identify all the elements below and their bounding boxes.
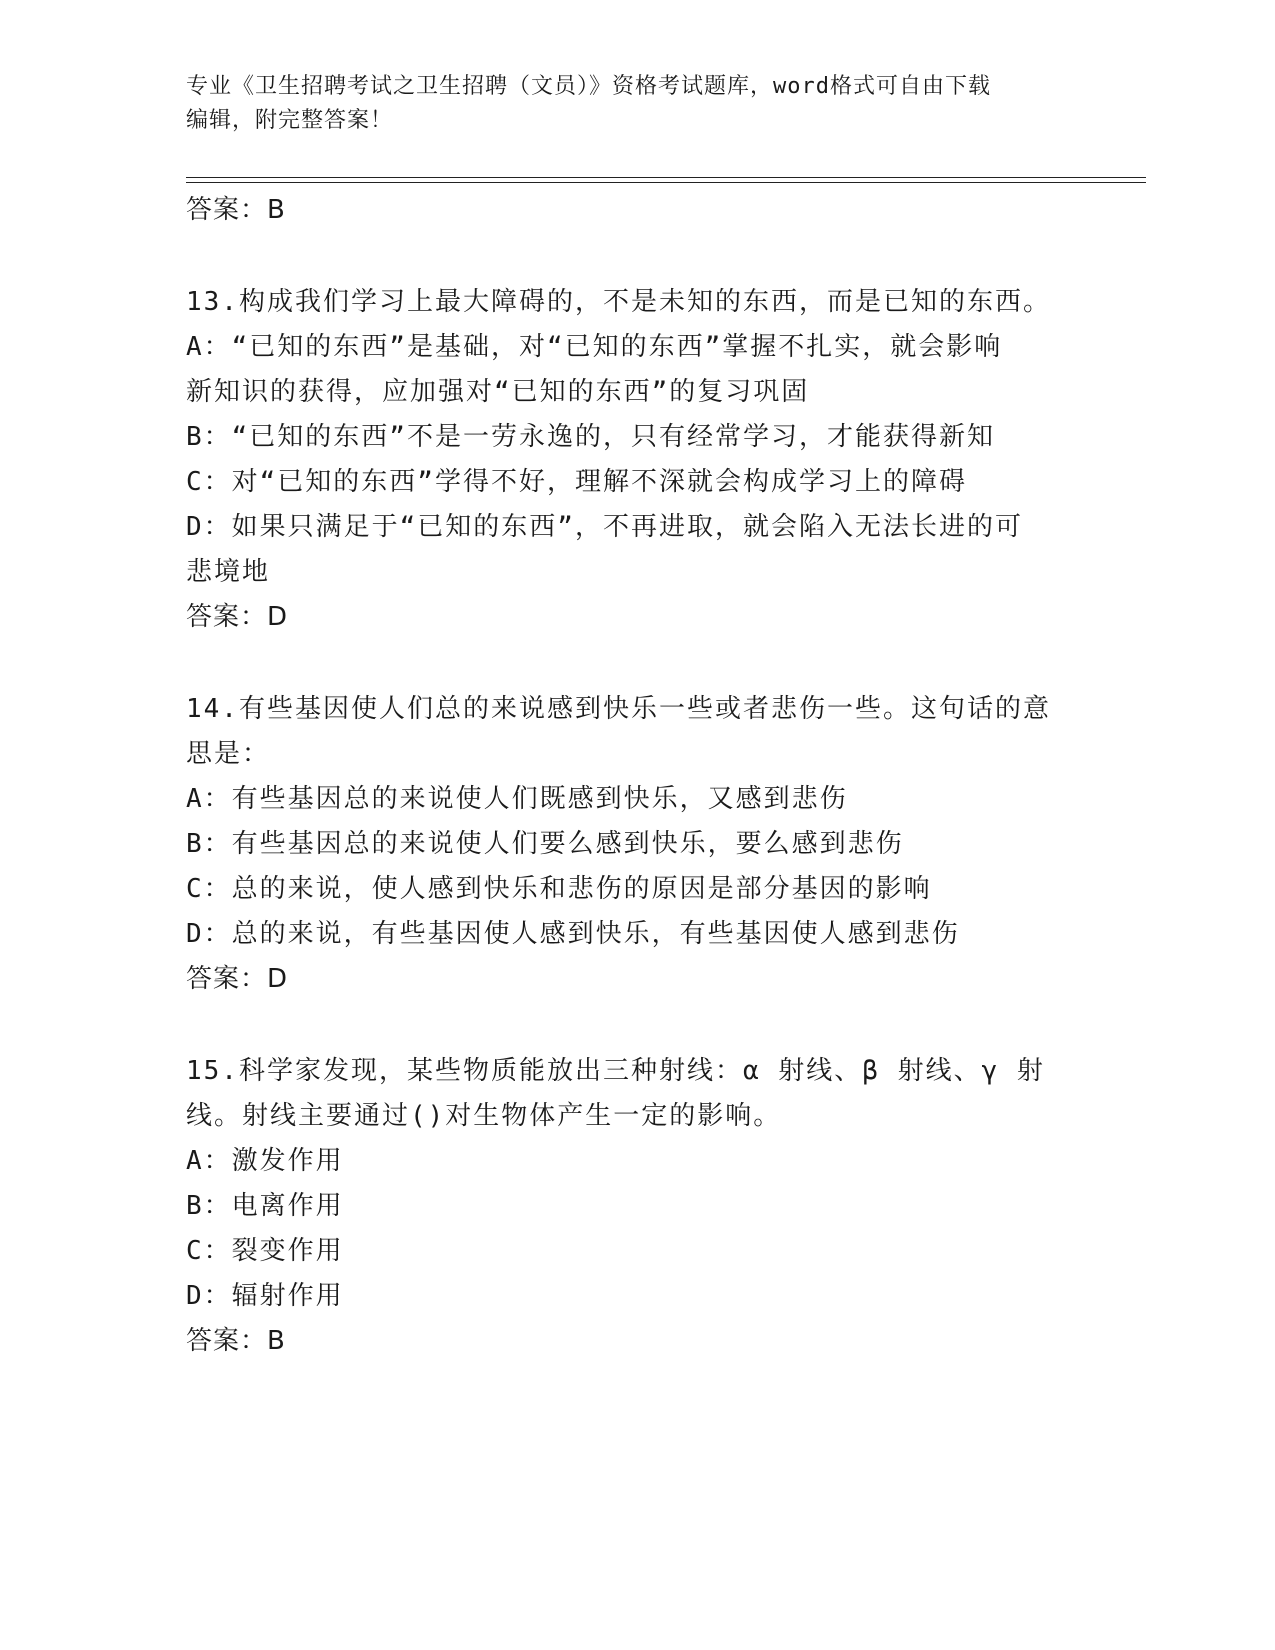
option-line: D：辐射作用 <box>186 1281 344 1311</box>
option-line: C：总的来说，使人感到快乐和悲伤的原因是部分基因的影响 <box>186 874 932 904</box>
option-line: B：电离作用 <box>186 1191 344 1221</box>
document-header <box>186 70 1066 138</box>
option-line: B：“已知的东西”不是一劳永逸的，只有经常学习，才能获得新知 <box>186 422 995 452</box>
header-line-1: 专业《卫生招聘考试之卫生招聘（文员）》资格考试题库，word格式可自由下载 <box>186 74 991 99</box>
option-line: D：如果只满足于“已知的东西”，不再进取，就会陷入无法长进的可 <box>186 512 1023 542</box>
option-line: A：“已知的东西”是基础，对“已知的东西”掌握不扎实，就会影响 <box>186 332 1003 362</box>
question-13 <box>186 280 1086 640</box>
answer-line: 答案：D <box>186 602 289 632</box>
option-line: D：总的来说，有些基因使人感到快乐，有些基因使人感到悲伤 <box>186 919 960 949</box>
question-stem: 14.有些基因使人们总的来说感到快乐一些或者悲伤一些。这句话的意 <box>186 694 1051 724</box>
option-line: 新知识的获得，应加强对“已知的东西”的复习巩固 <box>186 377 810 407</box>
option-line: C：裂变作用 <box>186 1236 344 1266</box>
question-15 <box>186 1049 1086 1364</box>
option-line: A：有些基因总的来说使人们既感到快乐，又感到悲伤 <box>186 784 848 814</box>
question-stem: 15.科学家发现，某些物质能放出三种射线：α 射线、β 射线、γ 射 <box>186 1056 1045 1086</box>
question-stem: 13.构成我们学习上最大障碍的，不是未知的东西，而是已知的东西。 <box>186 287 1051 317</box>
answer-line: 答案：D <box>186 964 289 994</box>
option-line: 悲境地 <box>186 557 271 587</box>
document-body <box>186 188 1086 1364</box>
option-line: B：有些基因总的来说使人们要么感到快乐，要么感到悲伤 <box>186 829 904 859</box>
question-14 <box>186 687 1086 1002</box>
option-line: C：对“已知的东西”学得不好，理解不深就会构成学习上的障碍 <box>186 467 967 497</box>
answer-line: 答案：B <box>186 1326 286 1356</box>
answer-line: 答案：B <box>186 195 286 225</box>
header-line-2: 编辑，附完整答案！ <box>186 108 394 133</box>
header-divider-bottom <box>186 182 1146 183</box>
question-stem: 线。射线主要通过()对生物体产生一定的影响。 <box>186 1101 782 1131</box>
option-line: A：激发作用 <box>186 1146 344 1176</box>
header-divider-top <box>186 177 1146 178</box>
question-stem: 思是： <box>186 739 271 769</box>
